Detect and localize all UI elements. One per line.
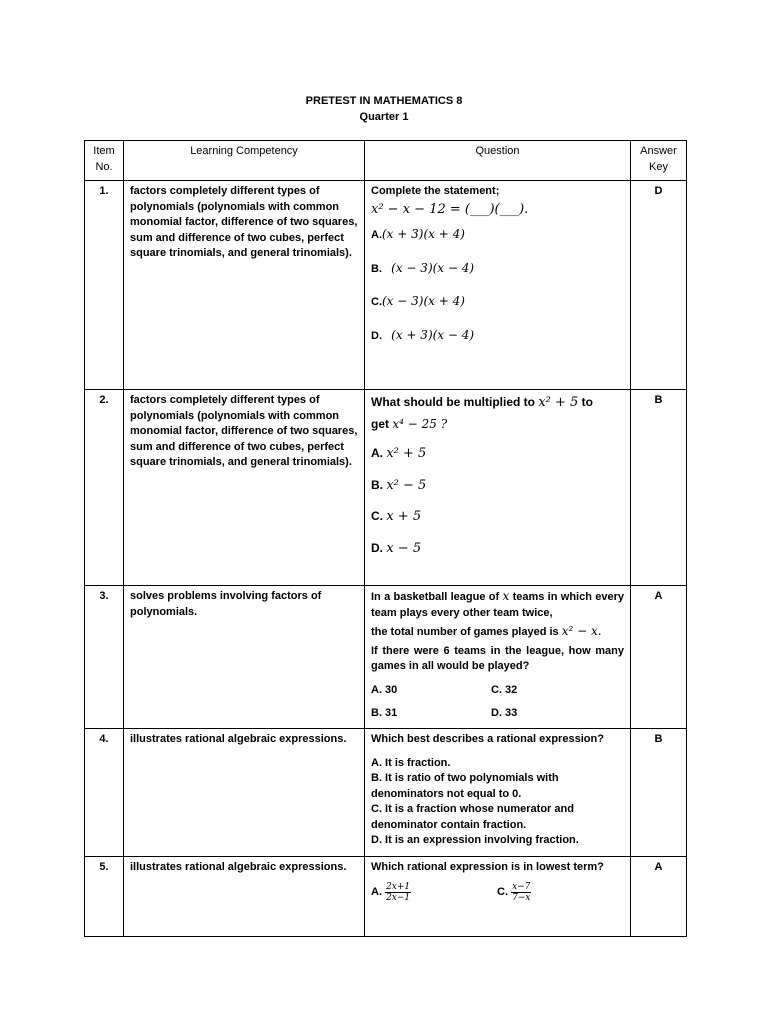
option-c: C. $\frac{x-7}{7-x}$: [497, 881, 531, 903]
option-d: D. It is an expression involving fraction.: [371, 834, 579, 846]
option-a: A. 30: [371, 683, 398, 696]
question-stem-cont: get x⁴ − 25 ?: [371, 416, 448, 431]
page-title: PRETEST IN MATHEMATICS 8: [305, 95, 463, 107]
option-a: A. It is fraction.: [371, 756, 451, 769]
col-header-item: Item No.: [85, 141, 124, 181]
option-c: C. It is a fraction whose numerator and denominator contain fraction.: [371, 803, 574, 831]
question-cell: [365, 586, 631, 729]
question-stem: In a basketball league of x teams in which every team plays every other team twice,: [371, 589, 624, 619]
option-c: C. 32: [491, 683, 518, 696]
question-cell: [365, 729, 631, 857]
item-number: 2.: [85, 390, 124, 586]
answer-key: A: [631, 586, 687, 729]
question-cell: [365, 857, 631, 937]
header-row: [85, 141, 687, 181]
item-number: 1.: [85, 181, 124, 390]
answer-key: A: [631, 857, 687, 937]
answer-key: B: [631, 390, 687, 586]
page-subtitle: Quarter 1: [359, 111, 409, 123]
fraction: $\frac{x-7}{7-x}$: [512, 881, 531, 903]
item-number: 4.: [85, 729, 124, 857]
item-number: 3.: [85, 586, 124, 729]
fraction: $\frac{2x+1}{2x-1}$: [386, 881, 411, 903]
options-row: [371, 706, 624, 722]
table-row: [85, 390, 687, 586]
option-c: C. x + 5: [371, 509, 422, 524]
table-row: [85, 586, 687, 729]
learning-competency: factors completely different types of polynomials (polynomials with common monomial factor, difference of two squares, sum and difference of two cubes, perfect square trinomials, and general trinomials).: [124, 390, 365, 586]
learning-competency: factors completely different types of polynomials (polynomials with common monomial factor, difference of two squares, sum and difference of two cubes, perfect square trinomials, and general trinomials).: [124, 181, 365, 390]
answer-key: D: [631, 181, 687, 390]
learning-competency: illustrates rational algebraic expressions.: [124, 857, 365, 937]
learning-competency: illustrates rational algebraic expressions.: [124, 729, 365, 857]
item-number: 5.: [85, 857, 124, 937]
option-b: B. It is ratio of two polynomials with denominators not equal to 0.: [371, 772, 559, 800]
col-header-competency: Learning Competency: [124, 141, 365, 181]
options-row: [371, 882, 624, 903]
question-cell: [365, 181, 631, 390]
option-a: A. $\frac{2x+1}{2x-1}$: [371, 881, 411, 903]
option-b: B. 31: [371, 707, 398, 719]
learning-competency: solves problems involving factors of polynomials.: [124, 586, 365, 729]
question-stem: Which rational expression is in lowest term?: [371, 861, 604, 873]
option-b: B. x² − 5: [371, 477, 427, 493]
question-stem: What should be multiplied to x² + 5 to: [371, 395, 593, 410]
option-c: C.(x − 3)(x + 4): [371, 294, 465, 308]
col-header-answer: Answer Key: [631, 141, 687, 181]
question-stem: Complete the statement;: [371, 185, 500, 197]
question-stem: Which best describes a rational expression?: [371, 733, 604, 745]
question-cell: [365, 390, 631, 586]
question-expression: x² − x − 12 = (___)(___).: [371, 201, 529, 217]
table-row: [85, 729, 687, 857]
option-d: D. x − 5: [371, 540, 422, 556]
option-b: B. (x − 3)(x − 4): [371, 260, 475, 275]
question-stem-cont: If there were 6 teams in the league, how many games in all would be played?: [371, 644, 624, 672]
col-header-question: Question: [365, 141, 631, 181]
answer-key: B: [631, 729, 687, 857]
table-row: [85, 857, 687, 937]
option-d: D. (x + 3)(x − 4): [371, 327, 475, 342]
table-row: [85, 181, 687, 390]
option-d: D. 33: [491, 707, 518, 719]
option-a: A.(x + 3)(x + 4): [371, 227, 465, 241]
options-row: [371, 683, 624, 699]
pretest-table: [84, 140, 687, 937]
question-stem-cont: the total number of games played is x² − x.: [371, 624, 602, 638]
option-a: A. x² + 5: [371, 446, 427, 461]
